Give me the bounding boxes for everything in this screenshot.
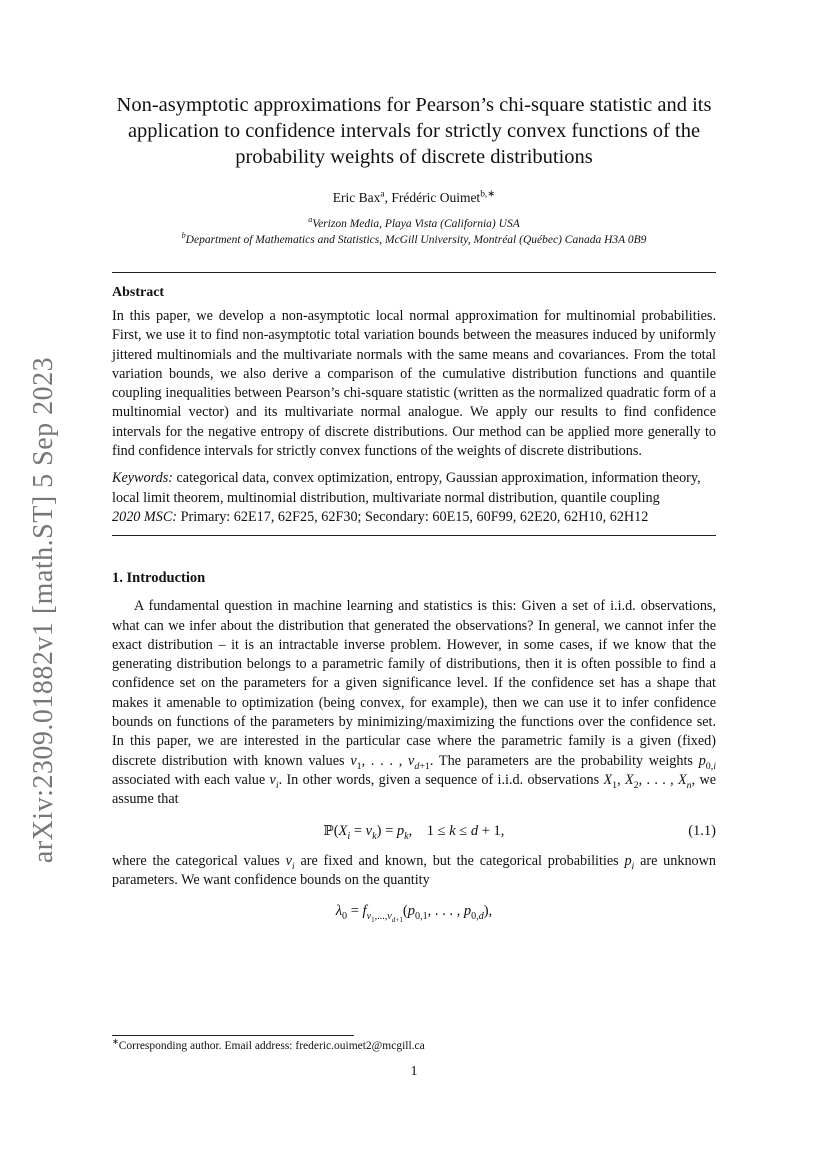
footnote	[112, 1037, 425, 1052]
author-list: Eric Bax$^a$, Frédéric Ouimet$^{b,∗}$	[332, 189, 496, 205]
abstract-block	[112, 272, 716, 536]
affiliation: $^b$Department of Mathematics and Statistics, McGill University, Montréal (Québec) Canada H3A 0B9	[181, 231, 647, 246]
divider	[112, 535, 716, 536]
keywords	[112, 469, 716, 527]
equation-lambda: $\lambda_0 = f_{v_1,...,v_{d+1}}(p_{0,1}$, . . . , $p_{0,d}$),	[335, 903, 493, 925]
arxiv-identifier: arXiv:2309.01882v1 [math.ST] 5 Sep 2023	[28, 356, 59, 864]
msc-text: Primary: 62E17, 62F25, 62F30; Secondary: 60E15, 60F99, 62E20, 62H10, 62H12	[180, 508, 649, 525]
section-heading: 1. Introduction	[112, 570, 206, 587]
footnote-text: Corresponding author. Email address: frederic.ouimet2@mcgill.ca	[118, 1040, 425, 1052]
keywords-label: Keywords:	[112, 470, 173, 487]
footnote-mark: ∗	[112, 1037, 119, 1047]
arxiv-stamp	[20, 356, 68, 864]
abstract-text: In this paper, we develop a non-asymptotic local normal approximation for multinomial probabilities. First, we use it to find non-asymptotic total variation bounds between the measures induced by uniformly jittered multinomials and the multivariate normals with the same means and covariances. From the total variation bounds, we also derive a comparison of the cumulative distribution functions and quantile coupling inequalities between Pearson’s chi-square statistic (written as the normalized quadratic form of a multinomial vector) and its multivariate normal analogue. We apply our results to find confidence intervals for the negative entropy of discrete distributions. Our method can be applied more generally to find confidence intervals for strictly convex functions of the weights of discrete distributions.	[112, 308, 716, 460]
page-number: 1	[410, 1064, 418, 1079]
msc-label: 2020 MSC:	[112, 508, 178, 525]
keywords-text: categorical data, convex optimization, entropy, Gaussian approximation, information theory, local limit theorem, multinomial distribution, multivariate normal distribution, quantile coupling	[112, 470, 701, 506]
author-mark: b,∗	[480, 189, 496, 200]
affiliation: $^a$Verizon Media, Playa Vista (California) USA	[308, 215, 520, 230]
divider	[112, 272, 716, 273]
intro-paragraph: where the categorical values $v_i$ are fixed and known, but the categorical probabilities $p_i$ are unknown parameters. We want confidence bounds on the quantity	[112, 852, 716, 888]
abstract-heading: Abstract	[112, 285, 165, 300]
author-name: Frédéric Ouimet	[391, 190, 481, 205]
equation-1-1: $ℙ(X_i = v_k) = p_k$, 1 ≤ k ≤ d + 1, (1.1)	[112, 818, 716, 844]
intro-paragraph: A fundamental question in machine learning and statistics is this: Given a set of i.i.d. observations, what can we infer about the distribution that generated the observations? In general, we cannot infer the exact distribution – it is an intractable inverse problem. However, in some cases, if we know that the generating distribution belongs to a parametric family of distributions, then it is often possible to find a confidence set on the parameters for a given significance level. If the confidence set has a shape that makes it amenable to optimization (being convex, for example), then we can use it to infer confidence bounds on functions of the parameters by minimizing/maximizing the functions over the confidence set. In this paper, we are interested in the particular case where the parametric family is a given (fixed) discrete distribution with known values $v_1$, . . . , $v_{d+1}$. The parameters are the probability weights $p_{0,i}$ associated with each value $v_i$. In other words, given a sequence of i.i.d. observations $X_1$, $X_2$, . . . , $X_n$, we assume that	[112, 598, 717, 808]
author-mark: a	[380, 189, 385, 200]
author-name: Eric Bax	[332, 190, 381, 205]
equation-number: (1.1)	[688, 822, 716, 839]
footnote-divider	[112, 1035, 354, 1036]
affiliation-mark: b	[181, 231, 186, 241]
paper-title: Non-asymptotic approximations for Pearson’s chi-square statistic and its application to confidence intervals for strictly convex functions of the probability weights of discrete distributions	[116, 94, 712, 168]
affiliation-mark: a	[308, 215, 313, 225]
main-content	[112, 92, 716, 932]
